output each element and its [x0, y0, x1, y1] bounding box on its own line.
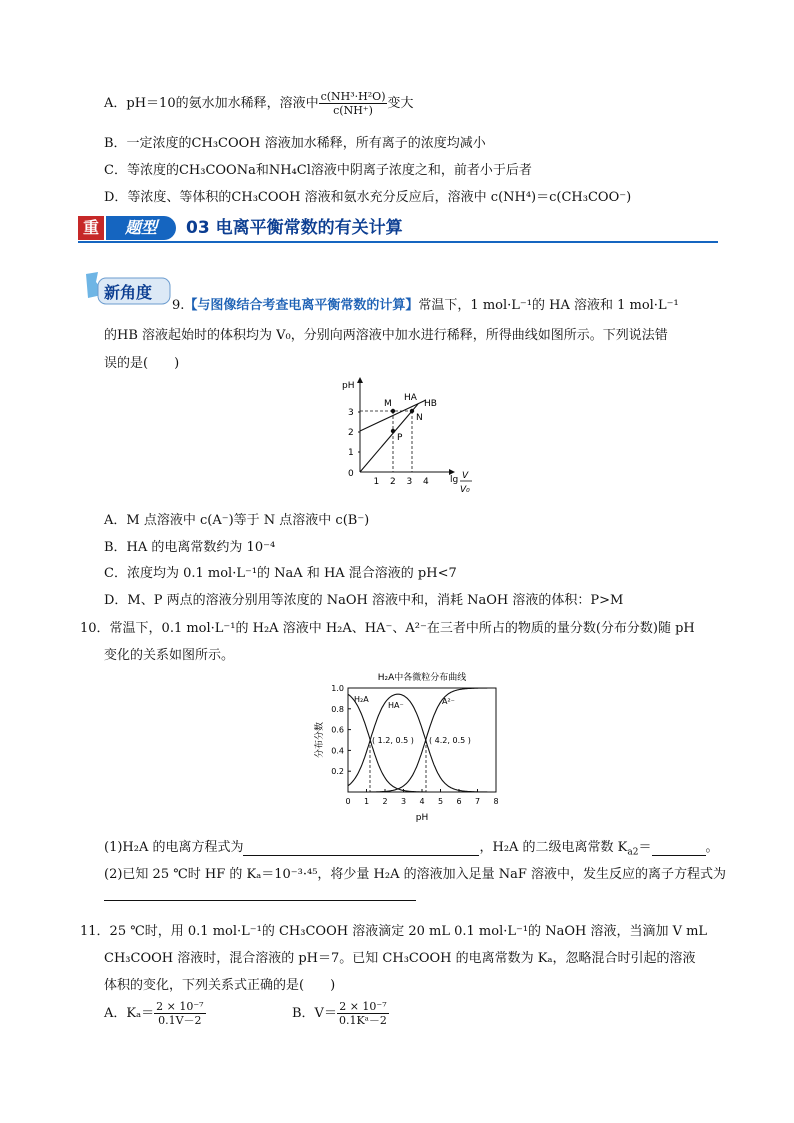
q10-point2-label: ( 4.2, 0.5 ) [429, 736, 471, 745]
q10-label-a2: A²⁻ [442, 697, 455, 706]
q10-graph-title: H₂A中各微粒分布曲线 [377, 673, 467, 683]
q9-y-tick-label: 3 [348, 408, 354, 418]
q9-option-b: B．HA 的电离常数约为 10⁻⁴ [104, 540, 276, 555]
q11-option-b: B．V＝ $\frac{\text{2 × 10⁻⁷}}{\text{0.1Kᵃ－2}}$ [292, 1000, 387, 1027]
q10-x-tick-label: 0 [345, 797, 351, 806]
q10-point1-label: ( 1.2, 0.5 ) [372, 736, 414, 745]
q10-label-h2a: H₂A [354, 695, 369, 704]
q9-label-p: P [397, 433, 403, 443]
q9-x-label-prefix: lg [450, 475, 459, 485]
q9-x-label-den: V₀ [460, 485, 470, 495]
q9-x-tick-label: 4 [423, 477, 429, 487]
q9-option-c: C．浓度均为 0.1 mol·L⁻¹的 NaA 和 HA 混合溶液的 pH<7 [104, 566, 457, 581]
q11-option-b-fraction: $\frac{\text{2 × 10⁻⁷}}{\text{0.1Kᵃ－2}}$ [338, 1000, 387, 1027]
q9-stem-line1: 9.【与图像结合考查电离平衡常数的计算】常温下，1 mol·L⁻¹的 HA 溶液和 1 mol·L⁻¹ [172, 298, 679, 313]
q11-option-a-fraction: $\frac{\text{2 × 10⁻⁷}}{0.1V-2}$ [156, 1000, 204, 1027]
q10-y-tick-label: 1.0 [331, 684, 344, 693]
q9-dilution-graph [336, 372, 486, 498]
q11-stem-line3: 体积的变化，下列关系式正确的是( ) [104, 978, 336, 993]
q9-point-n [410, 409, 414, 413]
section-tag: 题型 [106, 216, 176, 240]
q10-stem-line1: 10．常温下，0.1 mol·L⁻¹的 H₂A 溶液中 H₂A、HA⁻、A²⁻在三者中所占的物质的量分数(分布分数)随 pH [80, 621, 695, 636]
q10-sub1-blank1[interactable] [243, 840, 479, 856]
new-angle-badge [80, 268, 172, 308]
q8-option-c: C．等浓度的CH₃COONa和NH₄Cl溶液中阴离子浓度之和，前者小于后者 [104, 163, 532, 178]
q11-stem-line1: 11．25 ℃时，用 0.1 mol·L⁻¹的 CH₃COOH 溶液滴定 20 mL 0.1 mol·L⁻¹的 NaOH 溶液，当滴加 V mL [80, 924, 708, 939]
q9-origin: 0 [348, 469, 354, 479]
q9-topic-tag: 【与图像结合考查电离平衡常数的计算】 [184, 298, 419, 313]
section-divider [78, 241, 718, 243]
q9-y-label: pH [342, 381, 355, 391]
q8-option-a: A．pH＝10的氨水加水稀释，溶液中 $\frac{\text{c(NH³·H²O)}}{c(NH^+)}$ 变大 [104, 90, 414, 117]
q11-option-a: A．Kₐ＝ $\frac{\text{2 × 10⁻⁷}}{0.1V-2}$ [104, 1000, 204, 1027]
q9-x-label-num: V [462, 471, 469, 481]
q10-y-tick-label: 0.8 [331, 704, 344, 714]
q10-x-label: pH [415, 813, 429, 823]
q10-label-ha: HA⁻ [388, 701, 404, 710]
q9-point-m [391, 409, 395, 413]
q10-distribution-graph [308, 668, 508, 828]
q10-x-tick-label: 2 [382, 797, 388, 806]
q9-y-tick-label: 2 [348, 428, 354, 438]
q10-y-tick-label: 0.2 [331, 767, 344, 777]
q9-x-tick-label: 2 [390, 477, 396, 487]
q10-sub1-blank2[interactable] [652, 840, 706, 856]
q10-x-tick-label: 7 [474, 797, 481, 806]
q10-y-tick-label: 0.4 [331, 746, 344, 756]
q10-sub1: (1)H₂A 的电离方程式为 ，H₂A 的二级电离常数 $K_{a2}=$ 。 [104, 840, 719, 858]
q10-x-tick-label: 6 [456, 797, 462, 806]
q8-option-b: B．一定浓度的CH₃COOH 溶液加水稀释，所有离子的浓度均减小 [104, 136, 486, 151]
q10-sub2: (2)已知 25 ℃时 HF 的 Kₐ＝10⁻³·⁴⁵，将少量 H₂A 的溶液加入足量 NaF 溶液中，发生反应的离子方程式为 [104, 867, 727, 882]
q9-option-a: A．M 点溶液中 c(A⁻)等于 N 点溶液中 c(B⁻) [104, 513, 370, 528]
q8-option-d: D．等浓度、等体积的CH₃COOH 溶液和氨水充分反应后，溶液中 c(NH⁴)＝c(CH₃COO⁻) [104, 190, 632, 205]
q9-point-p [391, 429, 395, 433]
q10-x-tick-label: 4 [419, 797, 425, 806]
q8-option-a-fraction: $\frac{\text{c(NH³·H²O)}}{c(NH^+)}$ [320, 90, 386, 117]
q10-stem-line2: 变化的关系如图所示。 [104, 648, 235, 663]
section-title: 03 电离平衡常数的有关计算 [186, 218, 403, 238]
new-angle-label: 新角度 [104, 283, 153, 302]
q10-sub2-blank[interactable] [104, 886, 416, 901]
q10-x-tick-label: 5 [437, 797, 444, 806]
q10-x-tick-label: 1 [363, 797, 370, 806]
q9-label-hb: HB [424, 399, 437, 409]
q10-y-label: 分布分数 [315, 721, 325, 759]
q9-y-tick-label: 1 [348, 448, 354, 458]
q9-label-m: M [384, 399, 392, 409]
q10-x-tick-label: 3 [400, 797, 407, 806]
q10-x-tick-label: 8 [493, 797, 499, 806]
q9-x-tick-label: 1 [373, 477, 380, 487]
q9-option-d: D．M、P 两点的溶液分别用等浓度的 NaOH 溶液中和，消耗 NaOH 溶液的体积：P>M [104, 593, 624, 608]
q9-curve-ha [360, 404, 418, 472]
q10-y-tick-label: 0.6 [331, 725, 344, 735]
section-badge: 重 [78, 216, 104, 240]
q11-stem-line2: CH₃COOH 溶液时，混合溶液的 pH＝7。已知 CH₃COOH 的电离常数为 Kₐ，忽略混合时引起的溶液 [104, 951, 696, 966]
q9-label-n: N [416, 413, 423, 423]
q9-stem-line3: 误的是( ) [104, 356, 180, 371]
q9-stem-line2: 的HB 溶液起始时的体积均为 V₀，分别向两溶液中加水进行稀释，所得曲线如图所示。下列说法错 [104, 328, 668, 343]
q9-label-ha: HA [404, 393, 417, 403]
q9-x-tick-label: 3 [406, 477, 413, 487]
